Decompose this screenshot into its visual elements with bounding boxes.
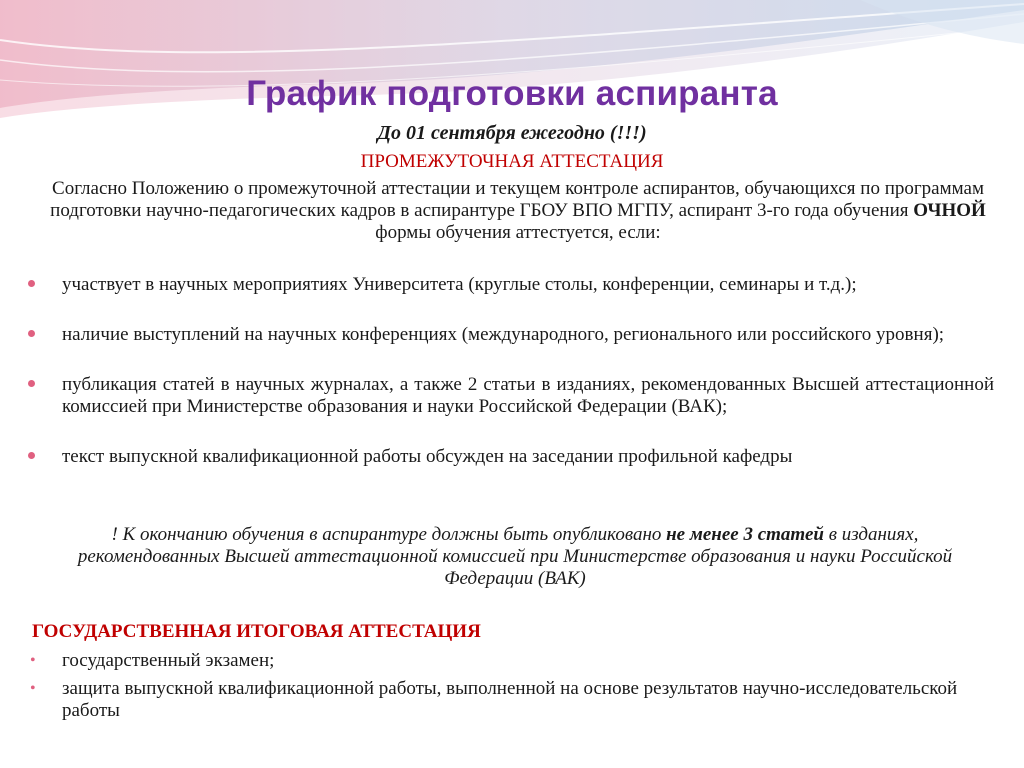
list-item-text: публикация статей в научных журналах, а также 2 статьи в изданиях, рекомендованных Высшей аттестационной комиссией при Министерстве образования и науки Российской Федерации (ВАК); xyxy=(62,374,994,417)
publication-requirement-note xyxy=(70,524,960,590)
note-text-part2: в изданиях, рекомендованных Высшей аттестационной комиссией при Министерстве образования и науки Российской Федерации (ВАК) xyxy=(77,524,953,589)
bullet-icon xyxy=(28,280,35,287)
intro-text-part2: формы обучения аттестуется, если: xyxy=(375,222,661,243)
section-state-attestation-title: ГОСУДАРСТВЕННАЯ ИТОГОВАЯ АТТЕСТАЦИЯ xyxy=(32,621,481,642)
note-text-bold: не менее 3 статей xyxy=(666,524,824,545)
intro-text-bold: ОЧНОЙ xyxy=(913,200,986,221)
list-item-text: наличие выступлений на научных конференциях (международного, регионального или российского уровня); xyxy=(62,324,945,345)
list-item-text: участвует в научных мероприятиях Университета (круглые столы, конференции, семинары и т.д.); xyxy=(62,274,857,295)
bullet-icon xyxy=(28,452,35,459)
section-intermediate-attestation-title: ПРОМЕЖУТОЧНАЯ АТТЕСТАЦИЯ xyxy=(360,151,664,172)
deadline-subtitle: До 01 сентября ежегодно (!!!) xyxy=(377,122,647,144)
bullet-icon: • xyxy=(30,652,36,669)
bullet-icon xyxy=(28,330,35,337)
note-text-part1: ! К окончанию обучения в аспирантуре должны быть опубликовано xyxy=(111,524,667,545)
list-item-text: государственный экзамен; xyxy=(62,650,275,671)
bullet-icon: • xyxy=(30,680,36,697)
slide-title: График подготовки аспиранта xyxy=(246,74,778,113)
list-item-text: защита выпускной квалификационной работы, выполненной на основе результатов научно-исследовательской работы xyxy=(62,678,958,721)
bullet-icon xyxy=(28,380,35,387)
intro-text-part1: Согласно Положению о промежуточной аттестации и текущем контроле аспирантов, обучающихся по программам подготовки научно-педагогических кадров в аспирантуре ГБОУ ВПО МГПУ, аспирант 3-го года обучения xyxy=(50,178,984,221)
intro-paragraph xyxy=(48,178,988,244)
list-item-text: текст выпускной квалификационной работы обсужден на заседании профильной кафедры xyxy=(62,446,793,467)
